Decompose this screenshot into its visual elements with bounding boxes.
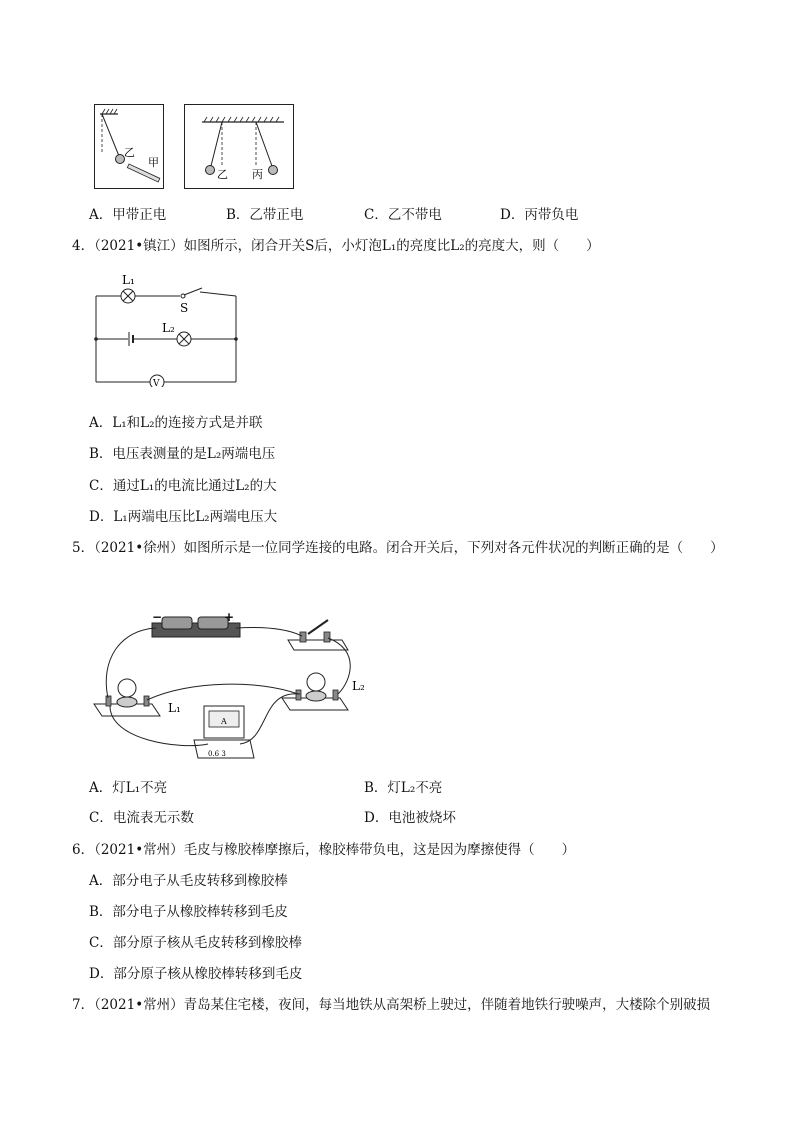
q3-option-d[interactable]: D．丙带负电 xyxy=(500,207,579,223)
label-l1-photo: L₁ xyxy=(168,701,181,715)
ammeter-scale: 0.6 3 xyxy=(208,750,226,758)
label-yi: 乙 xyxy=(124,146,135,159)
label-yi-right: 乙 xyxy=(217,168,228,181)
battery-plus: + xyxy=(224,610,235,624)
q3-option-a[interactable]: A．甲带正电 xyxy=(89,207,167,223)
label-s: S xyxy=(180,301,189,315)
q6-stem: 6．（2021•常州）毛皮与橡胶棒摩擦后，橡胶棒带负电，这是因为摩擦使得（ ） xyxy=(72,842,576,858)
pendulum-figure-right xyxy=(184,104,294,189)
q6-option-b[interactable]: B．部分电子从橡胶棒转移到毛皮 xyxy=(89,904,288,920)
q4-circuit-diagram xyxy=(88,262,248,387)
q5-stem: 5．（2021•徐州）如图所示是一位同学连接的电路。闭合开关后，下列对各元件状况的判断正确的是（ ） xyxy=(72,540,724,556)
q4-option-c[interactable]: C．通过L₁的电流比通过L₂的大 xyxy=(89,478,277,494)
voltmeter-label: V xyxy=(153,379,160,387)
q4-option-b[interactable]: B．电压表测量的是L₂两端电压 xyxy=(89,446,276,462)
label-bing: 丙 xyxy=(252,168,263,181)
q5-option-b[interactable]: B．灯L₂不亮 xyxy=(364,780,443,796)
q5-option-a[interactable]: A．灯L₁不亮 xyxy=(89,780,168,796)
q4-option-a[interactable]: A．L₁和L₂的连接方式是并联 xyxy=(89,415,263,431)
q4-option-d[interactable]: D．L₁两端电压比L₂两端电压大 xyxy=(89,509,278,525)
label-jia: 甲 xyxy=(148,156,159,169)
q7-stem: 7．（2021•常州）青岛某住宅楼，夜间，每当地铁从高架桥上驶过，伴随着地铁行驶噪声，大楼除个别破损 xyxy=(72,997,711,1013)
q6-option-c[interactable]: C．部分原子核从毛皮转移到橡胶棒 xyxy=(89,935,302,951)
label-l2: L₂ xyxy=(162,321,175,335)
q3-option-c[interactable]: C．乙不带电 xyxy=(364,207,442,223)
label-l1: L₁ xyxy=(122,273,135,287)
label-l2-photo: L₂ xyxy=(352,679,365,693)
q6-option-a[interactable]: A．部分电子从毛皮转移到橡胶棒 xyxy=(89,873,288,889)
q5-option-c[interactable]: C．电流表无示数 xyxy=(89,810,194,826)
q5-circuit-photo xyxy=(90,600,380,770)
q4-stem: 4．（2021•镇江）如图所示，闭合开关S后，小灯泡L₁的亮度比L₂的亮度大，则（ ） xyxy=(72,238,600,254)
q6-option-d[interactable]: D．部分原子核从橡胶棒转移到毛皮 xyxy=(89,966,303,982)
q5-option-d[interactable]: D．电池被烧坏 xyxy=(364,810,456,826)
pendulum-figure-left xyxy=(94,104,164,189)
ammeter-label: A xyxy=(221,717,227,726)
battery-minus: − xyxy=(152,610,163,624)
q3-option-b[interactable]: B．乙带正电 xyxy=(226,207,304,223)
